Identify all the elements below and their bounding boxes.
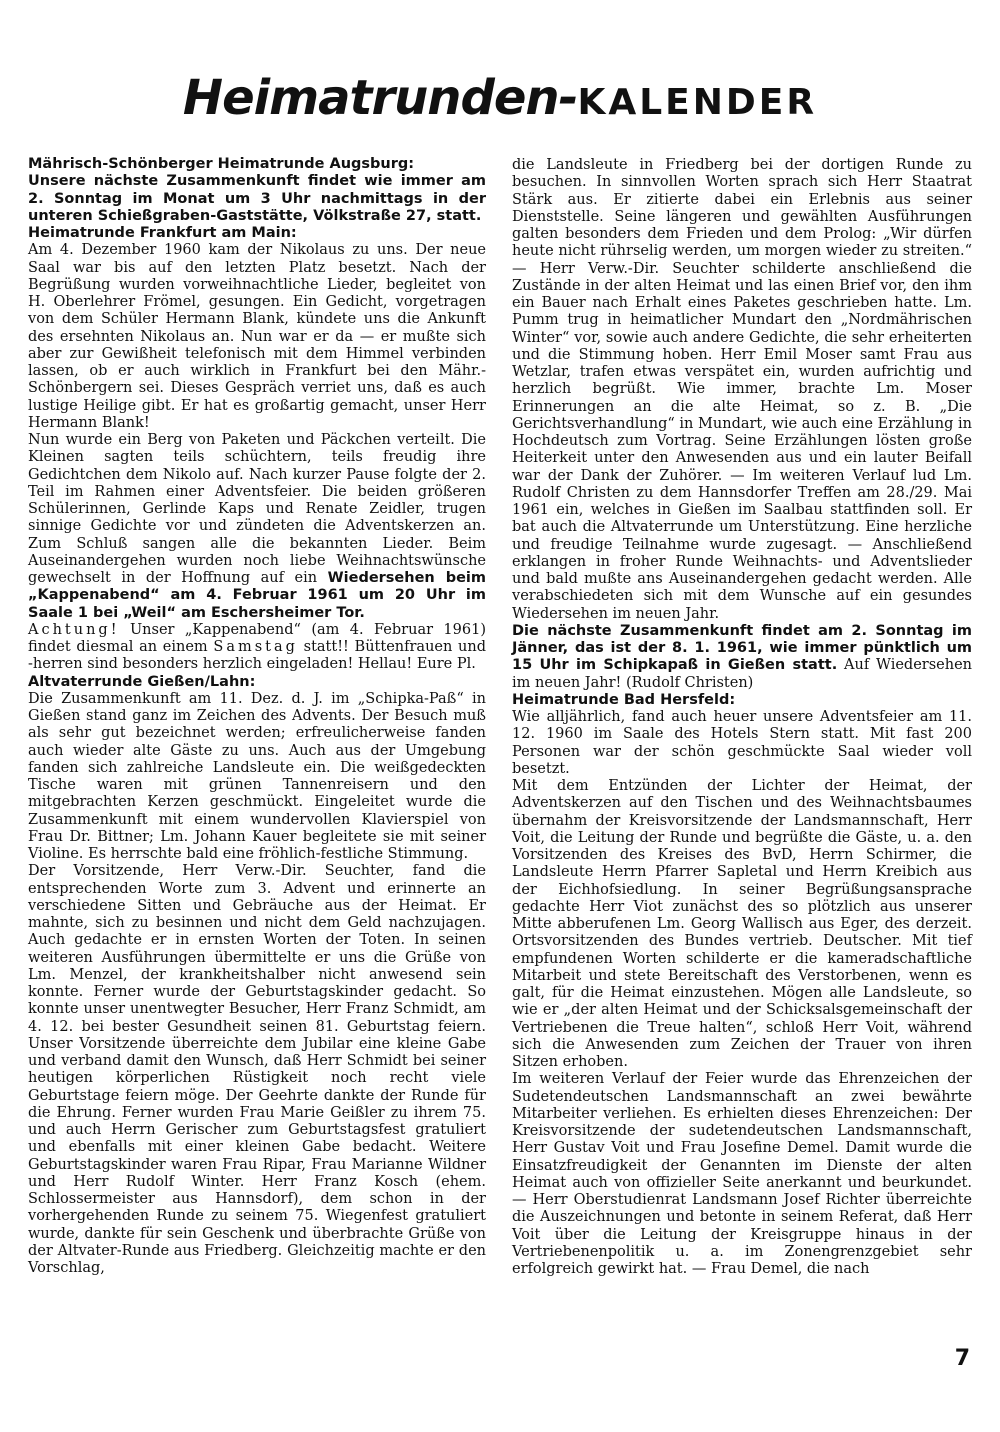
frankfurt-paragraph-2-text: Nun wurde ein Berg von Paketen und Päckchen verteilt. Die Kleinen sagten teils schüchtern, teils freudig ihre Gedichtchen dem Nikolo auf. Nach kurzer Pause folgte der 2. Teil im Rahmen einer Adventsfeier. Die beiden größeren Schülerinnen, Gerlinde Kaps und Renate Zeidler, trugen sinnige Gedichte vor und zündeten die Adventskerzen an. Zum Schluß sangen alle die bekannten Lieder. Beim Auseinandergehen wurden noch liebe Weihnachtswünsche gewechselt in der Hoffnung auf ein — [28, 432, 486, 586]
giessen-next-meeting — [512, 623, 972, 692]
masthead-caps-title: KALENDER — [577, 82, 818, 123]
hersfeld-paragraph-2: Mit dem Entzünden der Lichter der Heimat, der Adventskerzen auf den Tischen und des Weihnachtsbaumes übernahm der Kreisvorsitzende der Landsmannschaft, Herr Voit, die Leitung der Runde und begrüßte die Gäste, u. a. den Vorsitzenden des Kreises des BvD, Herrn Schirmer, die Landsleute Herrn Pfarrer Sapletal und Herrn Kreibich aus der Eichhofsiedlung. In seiner Begrüßungsansprache gedachte Herr Viot zunächst des so plötzlich aus unserer Mitte abberufenen Lm. Georg Wallisch aus Eger, des derzeit. Ortsvorsitzenden des Bundes vertrieb. Deutscher. Mit tief empfundenen Worten schilderte er die kameradschaftliche Mitarbeit und stete Bereitschaft des Verstorbenen, wenn es galt, für die Heimat einzustehen. Mögen alle Landsleute, so wie er „der alten Heimat und der Schicksalsgemeinschaft der Vertriebenen die Treue halten“, schloß Herr Voit, während sich die Anwesenden zum Zeichen der Trauer von ihren Sitzen erhoben. — [512, 778, 972, 1070]
hersfeld-paragraph-3: Im weiteren Verlauf der Feier wurde das Ehrenzeichen der Sudetendeutschen Landsmannschaft an zwei bewährte Mitarbeiter verliehen. Es erhielten dieses Ehrenzeichen: Der Kreisvorsitzende der sudetendeutschen Landsmannschaft, Herr Gustav Voit und Frau Josefine Demel. Damit wurde die Einsatzfreudigkeit der Genannten im Dienste der alten Heimat auch von offizieller Seite anerkannt und beurkundet. — Herr Oberstudienrat Landsmann Josef Richter überreichte die Auszeichnungen und betonte in seinem Referat, daß Herr Voit über die Leitung der Kreisgruppe hinaus in der Vertriebenenpolitik u. a. im Zonengrenzgebiet sehr erfolgreich gewirkt hat. — Frau Demel, die nach — [512, 1071, 972, 1277]
frankfurt-paragraph-3-mid: Unser „Kappenabend“ (am 4. Februar 1961) findet diesmal an einem — [28, 621, 486, 655]
section-heading-augsburg: Mährisch-Schönberger Heimatrunde Augsburg: — [28, 156, 415, 172]
right-column — [512, 157, 972, 1278]
frankfurt-samstag: Samstag — [213, 639, 298, 655]
giessen-continued-paragraph: die Landsleute in Friedberg bei der dortigen Runde zu besuchen. In sinnvollen Worten sprach sich Herr Staatrat Stärk aus. Er zitierte dabei ein Erlebnis aus seiner Dienststelle. Seine längeren und gewählten Ausführungen galten besonders dem Frieden und dem Prolog: „Wir dürfen heute nicht rührselig werden, um morgen wieder zu streiten.“ — Herr Verw.-Dir. Seuchter schilderte anschließend die Zustände in der alten Heimat und las einen Brief vor, den ihm ein Bauer nach Erhalt eines Paketes geschrieben hatte. Lm. Pumm trug in heimatlicher Mundart den „Nordmährischen Winter“ vor, sowie auch andere Gedichte, die sehr erheiterten und die Stimmung hoben. Herr Emil Moser samt Frau aus Wetzlar, trafen etwas verspätet ein, wurden aufrichtig und herzlich begrüßt. Wie immer, brachte Lm. Moser Erinnerungen an die alte Heimat, so z. B. „Die Gerichtsverhandlung“ in Mundart, wie auch eine Erzählung in Hochdeutsch zum Vortrag. Seine Erzählungen lösten große Heiterkeit unter den Anwesenden aus und ein lauter Beifall war der Dank der Zuhörer. — Im weiteren Verlauf lud Lm. Rudolf Christen zu dem Hannsdorfer Treffen am 28./29. Mai 1961 ein, welches in Gießen im Saalbau stattfinden soll. Er bat auch die Altvaterrunde um Unterstützung. Eine herzliche und freudige Teilnahme wurde zugesagt. — Anschließend erklangen in froher Runde Weihnachts- und Adventslieder und bald mußte ans Auseinandergehen gedacht werden. Alle verabschiedeten sich mit dem Wunsche auf ein gesundes Wiedersehen im neuen Jahr. — [512, 157, 972, 622]
frankfurt-paragraph-2 — [28, 432, 486, 622]
giessen-paragraph-1: Die Zusammenkunft am 11. Dez. d. J. im „Schipka-Paß“ in Gießen stand ganz im Zeichen des Advents. Der Besuch muß als sehr gut bezeichnet werden; erfreulicherweise fanden auch wieder alte Gäste zu uns. Auch aus der Umgebung fanden sich zahlreiche Landsleute ein. Die weißgedeckten Tische waren mit grünen Tannenreisern und den mitgebrachten Kerzen geschmückt. Eingeleitet wurde die Zusammenkunft mit einem wundervollen Klavierspiel von Frau Dr. Bittner; Lm. Johann Kauer begleitete sie mit seiner Violine. Es herrschte bald eine fröhlich-festliche Stimmung. — [28, 690, 486, 862]
giessen-paragraph-2: Der Vorsitzende, Herr Verw.-Dir. Seuchter, fand die entsprechenden Worte zum 3. Advent und erinnerte an verschiedene Sitten und Gebräuche aus der Heimat. Er mahnte, sich zu besinnen und nicht dem Geld nachzujagen. Auch gedachte er in ernsten Worten der Toten. In seinen weiteren Ausführungen übermittelte er uns die Grüße von Lm. Menzel, der krankheitshalber nicht anwesend sein konnte. Ferner wurde der Geburtstagskinder gedacht. So konnte unser unentwegter Besucher, Herr Franz Schmidt, am 4. 12. bei bester Gesundheit seinen 81. Geburtstag feiern. Unser Vorsitzende überreichte dem Jubilar eine kleine Gabe und verband damit den Wunsch, daß Herr Schmidt bei seiner heutigen körperlichen Rüstigkeit noch recht viele Geburtstage feiern möge. Der Geehrte dankte der Runde für die Ehrung. Ferner wurden Frau Marie Geißler zu ihrem 75. und auch Herrn Gerischer zum Geburtstagsfest gratuliert und ebenfalls mit einer kleinen Gabe bedacht. Weitere Geburtstagskinder waren Frau Ripar, Frau Marianne Wildner und Herr Rudolf Winter. Herr Franz Kosch (ehem. Schlossermeister aus Hannsdorf), dem schon in der vorhergehenden Runde zu seinem 75. Wiegenfest gratuliert wurde, dankte für sein Geschenk und überbrachte Grüße von der Altvater-Runde aus Friedberg. Gleichzeitig machte er den Vorschlag, — [28, 863, 486, 1276]
frankfurt-kappenabend-notice: Wiedersehen beim „Kappenabend“ am 4. Februar 1961 um 20 Uhr im Saale 1 bei „Weil“ am Eschersheimer Tor. — [28, 570, 487, 621]
augsburg-notice: Unsere nächste Zusammenkunft findet wie immer am 2. Sonntag im Monat um 3 Uhr nachmittags in der unteren Schießgraben-Gaststätte, Völkstraße 27, statt. — [28, 173, 486, 224]
giessen-signoff: Auf Wiedersehen im neuen Jahr! (Rudolf Christen) — [512, 657, 972, 691]
left-column — [28, 156, 486, 1277]
section-heading-hersfeld: Heimatrunde Bad Hersfeld: — [512, 691, 736, 708]
hersfeld-paragraph-1: Wie alljährlich, fand auch heuer unsere Adventsfeier am 11. 12. 1960 im Saale des Hotels Stern statt. Mit fast 200 Personen war der schön geschmückte Saal wieder voll besetzt. — [512, 709, 972, 777]
masthead-script-title: Heimatrunden- — [182, 70, 578, 126]
frankfurt-paragraph-3 — [28, 622, 486, 674]
giessen-next-meeting-notice: Die nächste Zusammenkunft findet am 2. Sonntag im Jänner, das ist der 8. 1. 1961, wie immer pünktlich um 15 Uhr im Schipkapaß in Gießen statt. — [512, 622, 972, 674]
page-number: 7 — [954, 1346, 970, 1371]
section-heading-giessen: Altvaterrunde Gießen/Lahn: — [28, 673, 256, 690]
frankfurt-achtung: Achtung! — [28, 621, 120, 638]
frankfurt-paragraph-3-end: statt!! Büttenfrauen und -herren sind besonders herzlich eingeladen! Hellau! Eure Pl. — [28, 639, 486, 673]
frankfurt-paragraph-1: Am 4. Dezember 1960 kam der Nikolaus zu uns. Der neue Saal war bis auf den letzten Platz besetzt. Nach der Begrüßung wurden vorweihnachtliche Lieder, begleitet von H. Oberlehrer Frömel, gesungen. Ein Gedicht, vorgetragen von dem Schüler Hermann Blank, kündete uns die Ankunft des ersehnten Nikolaus an. Nun war er da — er mußte sich aber zur Gewißheit telefonisch mit dem Himmel verbinden lassen, ob er auch wirklich in Frankfurt bei den Mähr.-Schönbergern sei. Dieses Gespräch verriet uns, daß es auch lustige Heilige gibt. Er hat es großartig gemacht, unser Herr Hermann Blank! — [28, 242, 486, 431]
masthead — [0, 70, 1000, 126]
section-heading-frankfurt: Heimatrunde Frankfurt am Main: — [28, 225, 297, 241]
